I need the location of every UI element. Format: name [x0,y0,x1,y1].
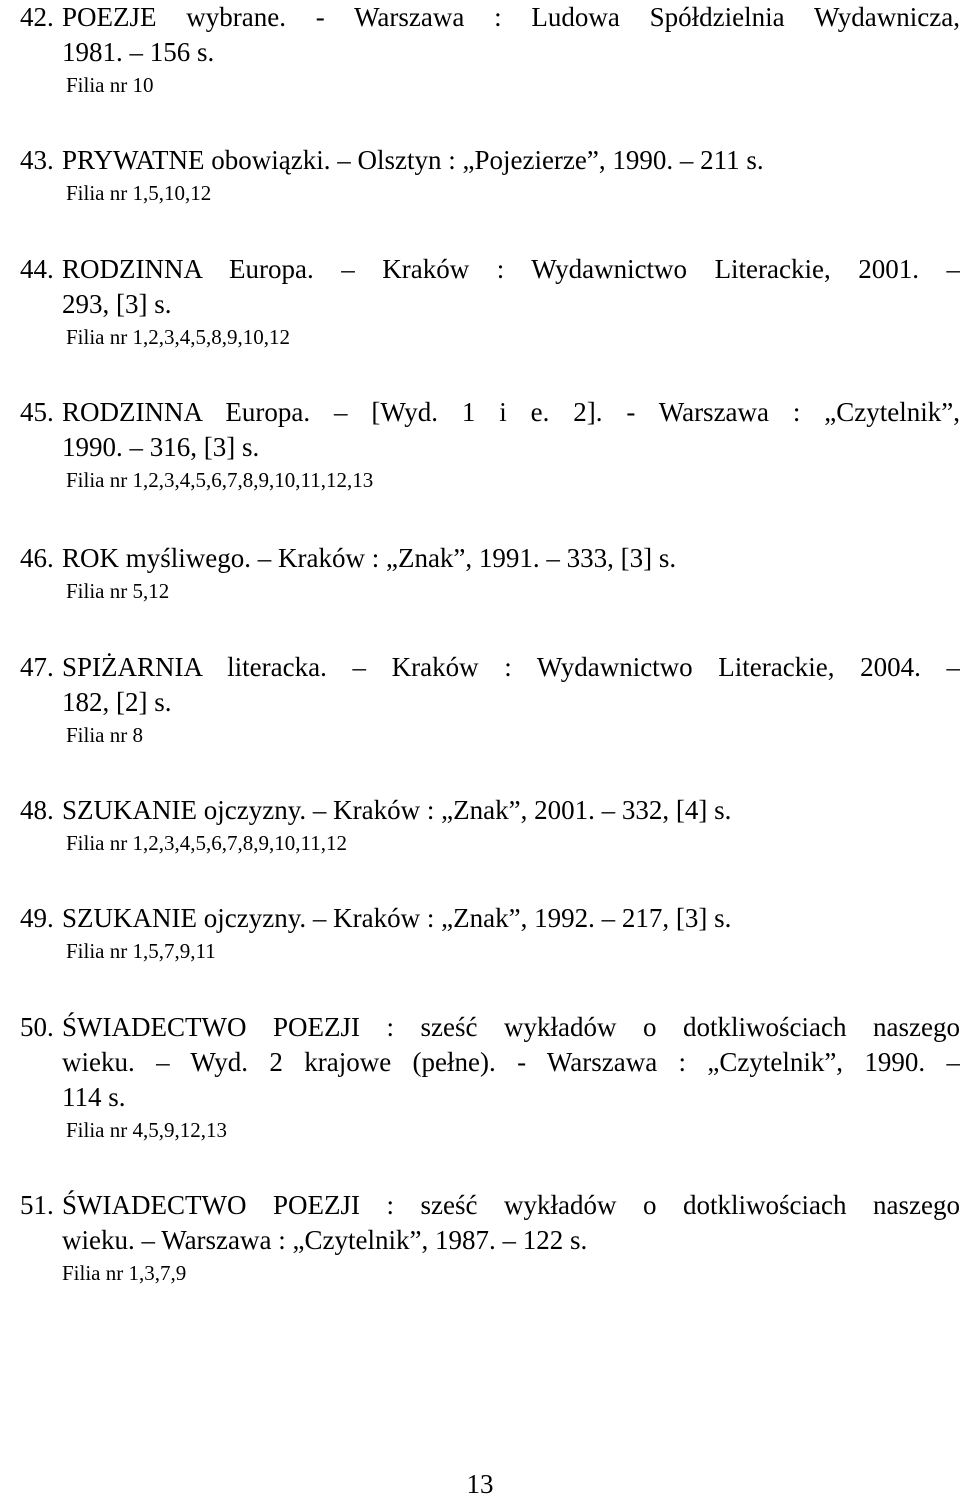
entry-number: 43. [20,145,54,175]
entry-number: 48. [20,795,54,825]
bibliography-entry-43 [20,143,960,208]
bibliography-entry-47 [20,650,960,750]
branch-availability: Filia nr 1,5,7,9,11 [66,939,216,963]
entry-number: 44. [20,254,54,284]
entry-line [20,793,960,828]
entry-line [20,252,960,287]
entry-continuation-line: 1981. – 156 s. [62,37,215,67]
branch-availability: Filia nr 5,12 [66,579,170,603]
entry-number: 49. [20,903,54,933]
entry-line [20,1010,960,1045]
branch-availability: Filia nr 1,2,3,4,5,6,7,8,9,10,11,12 [66,831,347,855]
entry-number: 45. [20,397,54,427]
entry-continuation-line: 293, [3] s. [62,289,172,319]
branch-availability: Filia nr 4,5,9,12,13 [66,1118,227,1142]
bibliography-entry-51 [20,1188,960,1288]
entry-line [20,395,960,430]
entry-line [20,0,960,35]
entry-continuation-line: wieku. – Warszawa : „Czytelnik”, 1987. – 122 s. [62,1225,588,1255]
bibliography-entry-48 [20,793,960,858]
entry-title-line: RODZINNA Europa. – Kraków : Wydawnictwo Literackie, 2001. – [62,254,960,284]
entry-number: 42. [20,2,54,32]
bibliography-entry-45 [20,395,960,495]
entry-continuation-line: wieku. – Wyd. 2 krajowe (pełne). - Warszawa : „Czytelnik”, 1990. – [62,1047,960,1077]
entry-title-line: SZUKANIE ojczyzny. – Kraków : „Znak”, 1992. – 217, [3] s. [62,903,732,933]
page-number: 13 [466,1469,494,1499]
entry-continuation-line: 114 s. [62,1082,126,1112]
branch-availability: Filia nr 10 [66,73,154,97]
branch-availability: Filia nr 1,2,3,4,5,8,9,10,12 [66,325,290,349]
branch-availability: Filia nr 1,5,10,12 [66,181,212,205]
branch-availability: Filia nr 1,3,7,9 [62,1261,187,1285]
entry-line [20,541,960,576]
entry-line [20,650,960,685]
entry-number: 50. [20,1012,54,1042]
bibliography-entry-46 [20,541,960,606]
entry-number: 46. [20,543,54,573]
bibliography-entry-50 [20,1010,960,1145]
entry-title-line: ŚWIADECTWO POEZJI : sześć wykładów o dotkliwościach naszego [62,1190,960,1220]
entry-continuation-line: 1990. – 316, [3] s. [62,432,260,462]
entry-title-line: RODZINNA Europa. – [Wyd. 1 i e. 2]. - Warszawa : „Czytelnik”, [62,397,960,427]
entry-title-line: PRYWATNE obowiązki. – Olsztyn : „Pojezierze”, 1990. – 211 s. [62,145,764,175]
entry-line [20,901,960,936]
entry-title-line: POEZJE wybrane. - Warszawa : Ludowa Spółdzielnia Wydawnicza, [62,2,960,32]
bibliography-entry-49 [20,901,960,966]
entry-number: 51. [20,1190,54,1220]
entry-title-line: SPIŻARNIA literacka. – Kraków : Wydawnictwo Literackie, 2004. – [62,652,960,682]
bibliography-entry-44 [20,252,960,352]
entry-title-line: ROK myśliwego. – Kraków : „Znak”, 1991. – 333, [3] s. [62,543,677,573]
entry-title-line: SZUKANIE ojczyzny. – Kraków : „Znak”, 2001. – 332, [4] s. [62,795,732,825]
entry-line [20,143,960,178]
entry-number: 47. [20,652,54,682]
bibliography-entry-42 [20,0,960,100]
entry-continuation-line: 182, [2] s. [62,687,172,717]
entry-line [20,1188,960,1223]
branch-availability: Filia nr 1,2,3,4,5,6,7,8,9,10,11,12,13 [66,468,374,492]
entry-title-line: ŚWIADECTWO POEZJI : sześć wykładów o dotkliwościach naszego [62,1012,960,1042]
branch-availability: Filia nr 8 [66,723,143,747]
